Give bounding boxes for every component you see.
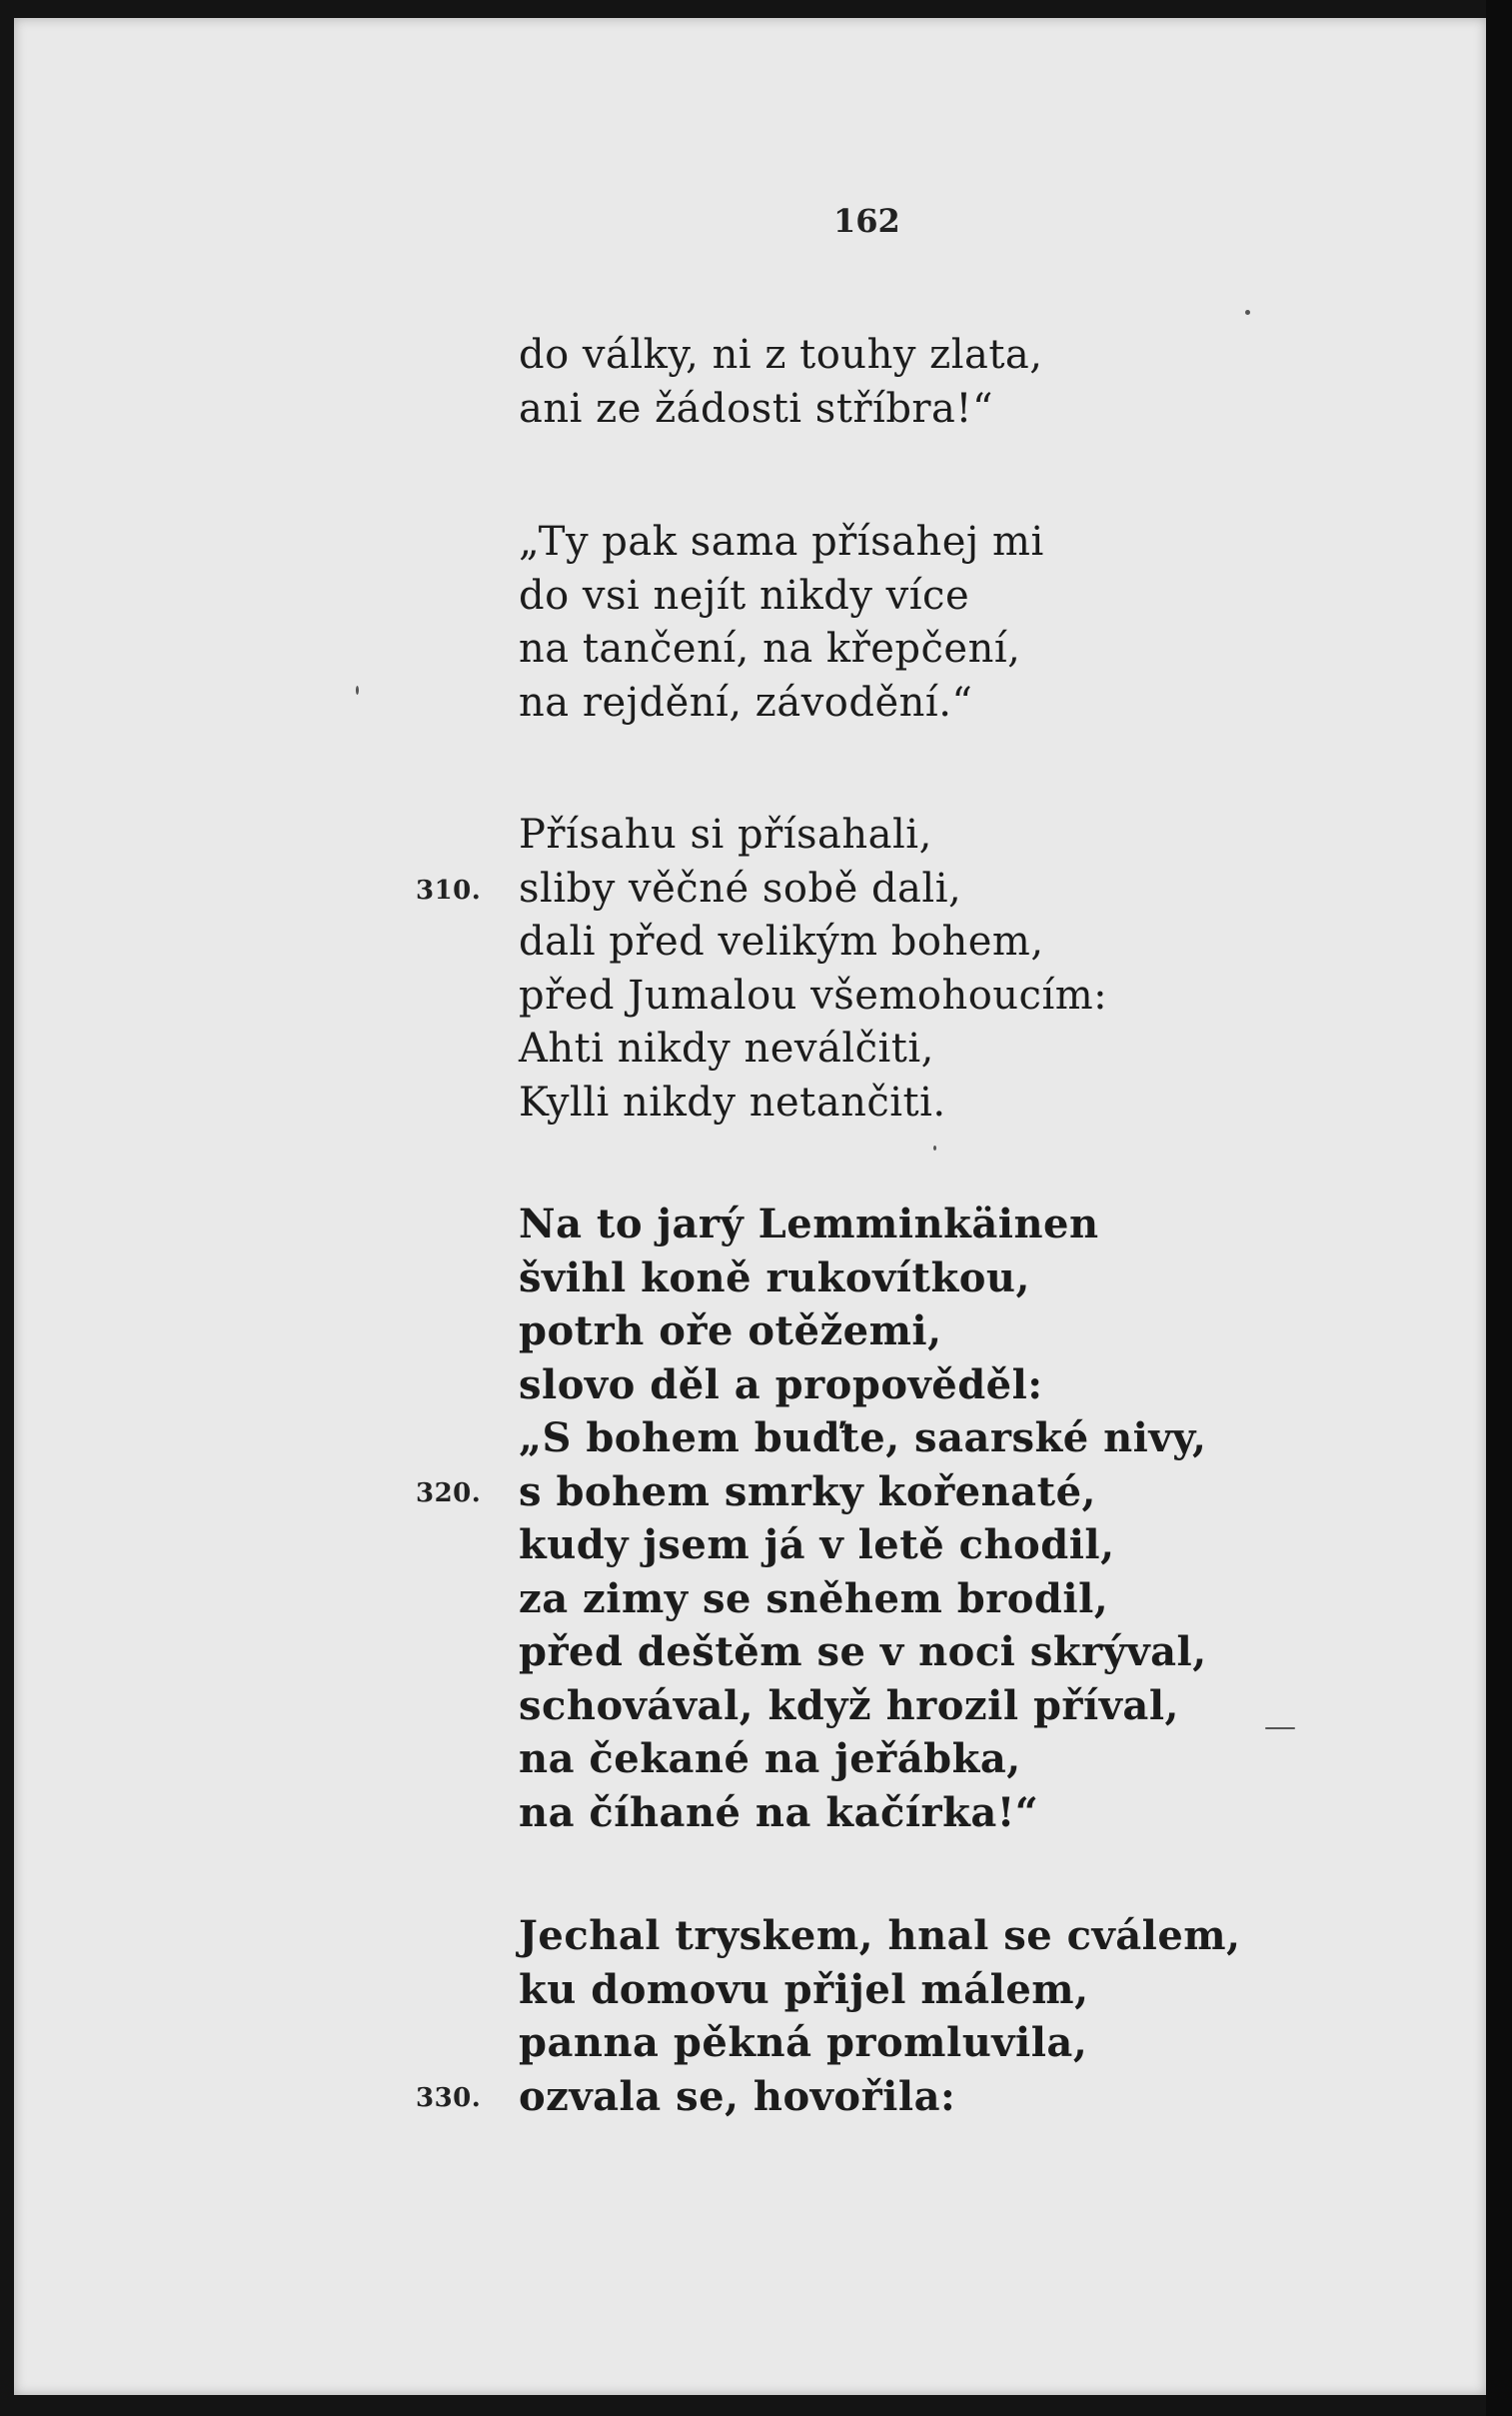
book-page [14, 18, 1486, 2395]
verse-line: Ahti nikdy neválčiti, [519, 1026, 934, 1072]
scan-speck [1265, 1727, 1295, 1729]
verse-line: na rejdění, závodění.“ [519, 679, 973, 726]
verse-line: dali před velikým bohem, [519, 919, 1044, 965]
verse-line: kudy jsem já v letě chodil, [519, 1521, 1115, 1568]
verse-line-numbered [416, 863, 1107, 917]
verse-line-numbered [416, 1465, 1207, 1519]
verse-line: před Jumalou všemohoucím: [519, 972, 1108, 1019]
stanza-5 [416, 1909, 1241, 2123]
line-number: 310. [416, 875, 482, 906]
verse-line: Kylli nikdy netančiti. [519, 1079, 946, 1126]
verse-line: za zimy se sněhem brodil, [519, 1574, 1109, 1622]
stanza-3 [416, 809, 1108, 1130]
verse-text: ozvala se, hovořila: [519, 2072, 956, 2120]
stanza-4 [416, 1198, 1207, 1839]
scan-speck [1245, 310, 1250, 315]
verse-line: do války, ni z touhy zlata, [519, 332, 1043, 378]
verse-line: na čekané na jeřábka, [519, 1735, 1021, 1782]
verse-line: schovával, když hrozil příval, [519, 1681, 1179, 1729]
verse-line: „Ty pak sama přísahej mi [519, 519, 1044, 565]
stanza-2 [519, 516, 1044, 730]
verse-text: sliby věčné sobě dali, [519, 865, 962, 912]
verse-line: na tančení, na křepčení, [519, 626, 1021, 672]
verse-line: „S bohem buďte, saarské nivy, [519, 1414, 1207, 1461]
stanza-1 [519, 329, 1043, 436]
verse-line: švihl koně rukovítkou, [519, 1253, 1030, 1301]
verse-line: do vsi nejít nikdy více [519, 572, 970, 619]
verse-line: před deštěm se v noci skrýval, [519, 1628, 1207, 1675]
verse-line: slovo děl a propověděl: [519, 1360, 1043, 1408]
page-number: 162 [833, 202, 900, 240]
verse-line: Na to jarý Lemminkäinen [519, 1201, 1099, 1247]
line-number: 320. [416, 1477, 482, 1508]
scan-speck [356, 686, 359, 695]
verse-text: s bohem smrky kořenaté, [519, 1467, 1096, 1515]
verse-line: panna pěkná promluvila, [519, 2019, 1088, 2066]
line-number: 330. [416, 2082, 482, 2113]
verse-line: Přísahu si přísahali, [519, 812, 932, 858]
verse-line: potrh oře otěžemi, [519, 1307, 942, 1354]
scan-edge [1486, 0, 1512, 2416]
verse-line: ku domovu přijel málem, [519, 1965, 1089, 2013]
verse-line: na číhané na kačírka!“ [519, 1788, 1039, 1836]
verse-line-numbered [416, 2070, 1241, 2124]
verse-line: Jechal tryskem, hnal se cválem, [519, 1912, 1241, 1959]
scan-speck [933, 1146, 936, 1151]
verse-line: ani ze žádosti stříbra!“ [519, 385, 993, 432]
